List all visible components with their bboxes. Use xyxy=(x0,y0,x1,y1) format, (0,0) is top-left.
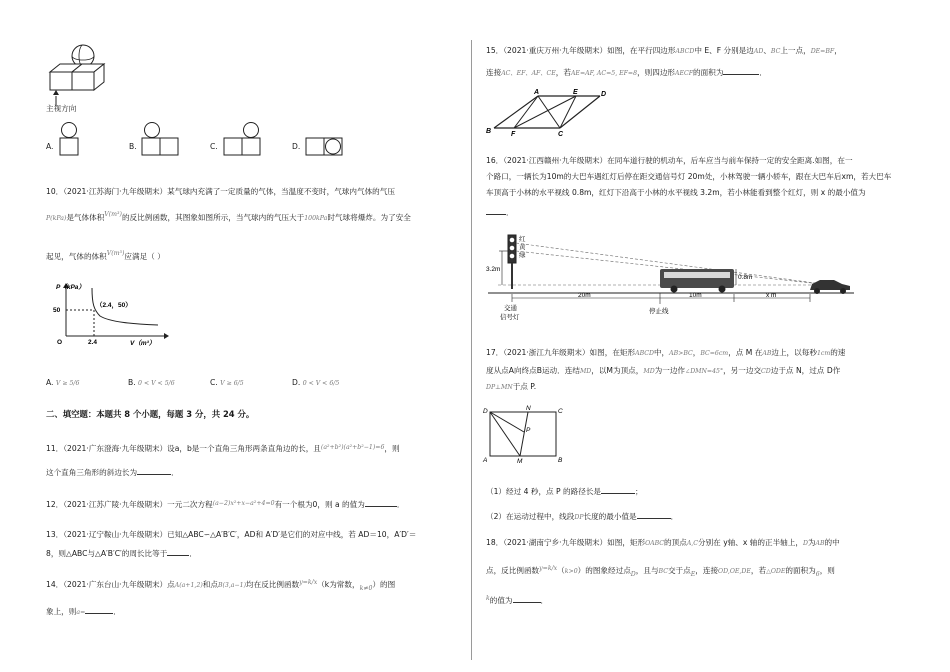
q10-option-c: C. V ≥ 6/5 xyxy=(210,378,244,387)
svg-text:M: M xyxy=(517,458,523,464)
q16-line3: 车顶高于小林的水平视线 0.8m，红灯下沿高于小林的水平视线 3.2m，若小林能看到整个红灯，则 x 的最小值为 xyxy=(486,188,866,197)
q9-option-b-figure xyxy=(140,122,182,158)
q18-line1: 18．（2021·湖南宁乡·九年级期末）如图，矩形OABC的顶点A,C分别在 y轴、x 轴的正半轴上，D为AB的中 xyxy=(486,538,840,547)
q11-line1: 11．（2021·广东澄海·九年级期末）设a，b是一个直角三角形两条直角边的长，且$^{(a^2+b^2)(a^2+b^2-1)=6}$，则 xyxy=(46,444,400,453)
q10-line2: P(kPa)是气体体积$^{V(m^3)}$的反比例函数，其图象如图所示，当气球内的气压大于100kPa时气球将爆炸。为了安全 xyxy=(46,211,411,222)
q9-option-b-label: B. xyxy=(129,142,137,151)
svg-text:D: D xyxy=(601,91,607,98)
svg-text:C: C xyxy=(558,131,564,138)
q16-line2: 个路口，一辆长为10m的大巴车遇红灯后停在距交通信号灯 20m处，小林驾驶一辆小轿车，跟在大巴车后xm，若大巴车 xyxy=(486,172,892,181)
svg-text:停止线: 停止线 xyxy=(649,308,669,315)
q9-option-a-label: A. xyxy=(46,142,54,151)
q14-line1: 14．（2021·广东台山·九年级期末）点A(a+1,2)和点B(3,a−1)均在反比例函数$^{y=k/x}$（k为常数，$_{k\ne 0}$）的图 xyxy=(46,579,396,592)
svg-text:B: B xyxy=(486,128,492,135)
view-direction-label: 主视方向 xyxy=(46,104,77,113)
q10-option-d: D. 0 < V < 6/5 xyxy=(292,378,340,387)
q17-sub1-answer-blank[interactable] xyxy=(601,485,635,494)
svg-text:F: F xyxy=(511,131,516,138)
q17-line3: DP⊥MN于点 P. xyxy=(486,382,537,391)
q10-option-b: B. 0 < V < 5/6 xyxy=(128,378,175,387)
svg-text:A: A xyxy=(534,89,540,96)
q9-option-d-figure xyxy=(304,122,348,158)
q11-line2: 这个直角三角形的斜边长为 ． xyxy=(46,468,179,477)
column-divider xyxy=(471,40,472,660)
q15-line1: 15．（2021·重庆万州·九年级期末）如图，在平行四边形ABCD中 E、F 分别是边AD、BC上一点，DE=BF， xyxy=(486,46,842,55)
q17-line1: 17．（2021·浙江九年级期末）如图，在矩形ABCD中，AB>BC，BC=6cm，点 M 在AB边上，以每秒1cm的速 xyxy=(486,348,846,357)
svg-text:E: E xyxy=(573,89,578,96)
q16-traffic-figure xyxy=(484,232,862,324)
svg-text:x m: x m xyxy=(766,292,777,299)
q12-answer-blank[interactable] xyxy=(365,498,397,507)
graph-point-label: （2.4，50） xyxy=(96,302,132,309)
svg-text:20m: 20m xyxy=(578,292,591,299)
q17-sub2: （2）在运动过程中，线段DP长度的最小值是 ． xyxy=(486,512,679,521)
q18-line3: $^k$的值为 ． xyxy=(486,595,549,605)
svg-text:10m: 10m xyxy=(689,292,702,299)
q17-sub1: （1）经过 4 秒，点 P 的路径长是 ； xyxy=(486,487,643,496)
svg-text:P: P xyxy=(526,427,531,434)
q18-line2: 点，反比例函数$^{y=k/x}$（k>0）的图象经过点$_D$，且与BC交于点$_E$，连接OD,OE,DE，若△ODE的面积为$_6$，则 xyxy=(486,565,835,578)
svg-text:黄: 黄 xyxy=(519,244,526,251)
q15-parallelogram-figure xyxy=(484,88,614,138)
svg-text:0.8m: 0.8m xyxy=(738,274,753,281)
graph-y-tick-label: 50 xyxy=(53,307,61,314)
q15-line2: 连接AC、EF、AF、CE，若AE=AF, AC=5, EF=8，则四边形AECF的面积为 ． xyxy=(486,68,768,77)
q13-line2: 8，则△ABC与△A′B′C′的周长比等于 ． xyxy=(46,549,197,558)
q16-line1: 16．（2021·江西赣州·九年级期末）在同车道行驶的机动车，后车应当与前车保持一定的安全距离.如图，在一 xyxy=(486,156,853,165)
graph-x-axis-label: V（m³） xyxy=(130,340,156,347)
q10-option-a: A. V ≥ 5/6 xyxy=(46,378,80,387)
q18-answer-blank[interactable] xyxy=(513,594,541,603)
q10-line3: 起见，气体的体积$^{V(m^3)}$应满足（ ） xyxy=(46,250,165,261)
q10-line1: 10．（2021·江苏海门·九年级期末）某气球内充满了一定质量的气体，当温度不变时，气球内气体的气压 xyxy=(46,187,395,196)
q12-line: 12．（2021·江苏广陵·九年级期末）一元二次方程$^{(a-2)x^2+x-a^2+4=0}$有一个根为0，则 a 的值为 ． xyxy=(46,500,405,509)
q14-line2: 象上，则a= ． xyxy=(46,607,121,616)
q16-line4: ． xyxy=(486,206,514,218)
graph-origin-label: O xyxy=(57,339,63,346)
q9-option-c-figure xyxy=(222,122,264,158)
svg-text:红: 红 xyxy=(519,236,526,243)
q17-rectangle-figure xyxy=(482,402,566,464)
q9-solid-figure xyxy=(40,42,120,110)
q10-math-k: 100kPa xyxy=(304,215,328,222)
q9-option-a-figure xyxy=(58,122,84,158)
svg-text:交通: 交通 xyxy=(504,305,517,312)
section-2-heading: 二、填空题：本题共 8 个小题，每题 3 分，共 24 分。 xyxy=(46,409,255,419)
svg-text:N: N xyxy=(526,405,531,412)
q9-option-d-label: D. xyxy=(292,142,301,151)
svg-text:D: D xyxy=(483,408,488,415)
q10-math-v: V(m³) xyxy=(104,211,122,218)
q9-option-c-label: C. xyxy=(210,142,218,151)
q13-line1: 13．（2021·辽宁鞍山·九年级期末）已知△ABC∽△A′B′C′，AD和 A′D′是它们的对应中线，若 AD＝10，A′D′＝ xyxy=(46,530,417,539)
svg-text:B: B xyxy=(558,457,563,464)
svg-text:A: A xyxy=(483,457,488,464)
svg-text:3.2m: 3.2m xyxy=(486,266,501,273)
q11-answer-blank[interactable] xyxy=(137,466,171,475)
q10-math-p: P(kPa) xyxy=(46,215,67,222)
graph-x-tick-label: 2.4 xyxy=(88,339,98,346)
q16-answer-blank[interactable] xyxy=(486,206,506,215)
q14-answer-blank[interactable] xyxy=(85,605,113,614)
svg-text:C: C xyxy=(558,408,563,415)
svg-text:绿: 绿 xyxy=(519,252,526,259)
q15-answer-blank[interactable] xyxy=(723,66,759,75)
q13-answer-blank[interactable] xyxy=(167,547,189,556)
q17-sub2-answer-blank[interactable] xyxy=(637,510,671,519)
graph-y-axis-label: P（kPa） xyxy=(56,284,85,291)
q17-line2: 度从点A向终点B运动．连结MD，以M为顶点，MD为一边作∠DMN=45°，另一边交CD边于点 N，过点 D作 xyxy=(486,366,841,375)
svg-text:信号灯: 信号灯 xyxy=(500,314,520,321)
q10-graph xyxy=(52,282,170,348)
